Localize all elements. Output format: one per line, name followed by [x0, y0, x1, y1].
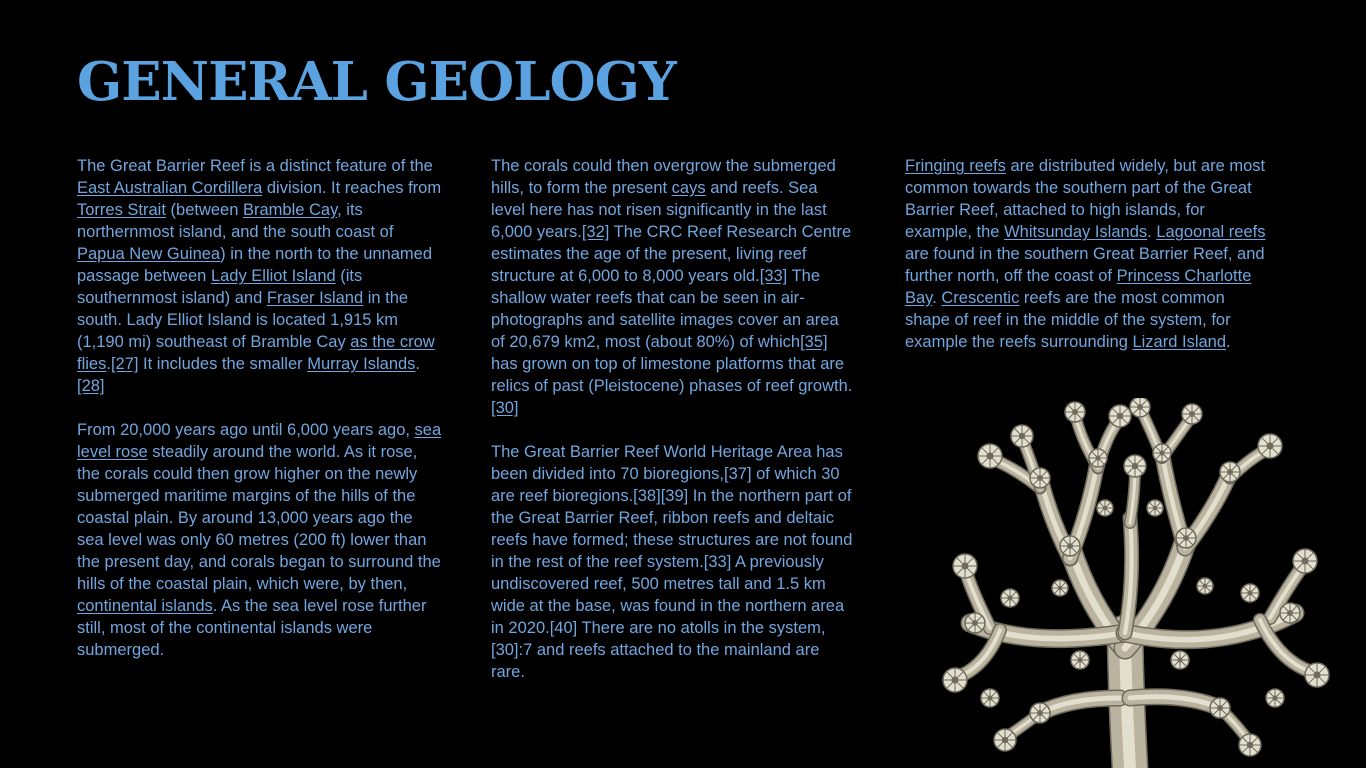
text-run: From 20,000 years ago until 6,000 years ago,: [77, 421, 415, 439]
text-run: reefs are the most common shape of reef in the middle of the system, for example the reefs surrounding: [905, 289, 1231, 351]
link-torres-strait[interactable]: Torres Strait: [77, 201, 166, 219]
coral-polyp: [1109, 405, 1131, 427]
coral-polyp: [1030, 703, 1050, 723]
text-run: It includes the smaller: [138, 355, 308, 373]
text-run: The Great Barrier Reef is a distinct feature of the: [77, 157, 433, 175]
coral-polyp: [1266, 689, 1284, 707]
coral-polyp: [1052, 580, 1068, 596]
coral-polyp: [1130, 398, 1150, 417]
coral-polyp: [1176, 528, 1196, 548]
text-run: (between: [165, 201, 243, 219]
text-run: and reefs. Sea level here has not risen significantly in the last 6,000 years.: [491, 179, 827, 241]
citation-link-27[interactable]: [27]: [110, 355, 139, 373]
link-fraser-island[interactable]: Fraser Island: [266, 289, 364, 307]
coral-polyp: [1182, 404, 1202, 424]
link-papua-new-guinea[interactable]: Papua New Guinea: [77, 245, 221, 263]
coral-illustration-icon: [930, 398, 1330, 768]
citation-link-28[interactable]: [28]: [77, 377, 105, 395]
paragraph: [491, 155, 856, 419]
coral-polyp: [1153, 444, 1171, 462]
text-run: .: [106, 355, 111, 373]
text-run: ) in the north to the unnamed passage between: [77, 245, 432, 285]
coral-polyp: [1210, 698, 1230, 718]
text-column-3: [905, 155, 1270, 375]
link-east-australian-cordillera[interactable]: East Australian Cordillera: [77, 179, 263, 197]
paragraph: [77, 155, 442, 397]
coral-polyp: [1124, 455, 1146, 477]
text-run: The corals could then overgrow the submerged hills, to form the present: [491, 157, 836, 197]
text-run: .: [932, 289, 942, 307]
coral-polyp: [1089, 449, 1107, 467]
coral-polyp: [1305, 663, 1329, 687]
link-continental-islands[interactable]: continental islands: [77, 597, 213, 615]
coral-polyp: [1241, 584, 1259, 602]
link-princess-charlotte-bay[interactable]: Princess Charlotte Bay: [905, 267, 1252, 307]
coral-polyp: [1197, 578, 1213, 594]
text-column-1: [77, 155, 442, 683]
link-cays[interactable]: cays: [671, 179, 706, 197]
text-run: .: [415, 355, 421, 373]
text-column-2: [491, 155, 856, 705]
coral-polyp: [1030, 468, 1050, 488]
link-lagoonal-reefs[interactable]: Lagoonal reefs: [1156, 223, 1266, 241]
text-run: steadily around the world. As it rose, the corals could then grow higher on the newly submerged maritime margins of the hills of the coastal plain. By around 13,000 years ago the sea level was only 60 metres (200 ft) lower than the present day, and corals began to surround the hills of the coastal plain, which were, by then,: [77, 443, 441, 593]
text-run: has grown on top of limestone platforms that are relics of past (Pleistocene) phases of reef growth.: [491, 355, 853, 395]
text-run: division. It reaches from: [262, 179, 442, 197]
coral-polyp: [943, 668, 967, 692]
link-as-the-crow-flies[interactable]: as the crow flies: [77, 333, 435, 373]
coral-polyp: [953, 554, 977, 578]
page-title: GENERAL GEOLOGY: [77, 51, 676, 113]
text-run: (its southernmost island) and: [77, 267, 363, 307]
paragraph: [77, 419, 442, 661]
link-bramble-cay[interactable]: Bramble Cay: [242, 201, 338, 219]
citation-link-30[interactable]: [30]: [491, 399, 519, 417]
citation-link-35[interactable]: [35]: [800, 333, 828, 351]
citation-link-33[interactable]: [33]: [759, 267, 788, 285]
link-whitsunday-islands[interactable]: Whitsunday Islands: [1004, 223, 1148, 241]
text-run: The CRC Reef Research Centre estimates the age of the present, living reef structure at 6,000 to 8,000 years old.: [491, 223, 852, 285]
text-run: .: [1226, 333, 1231, 351]
paragraph: [905, 155, 1270, 353]
link-sea-level-rose[interactable]: sea level rose: [77, 421, 442, 461]
coral-polyp: [1071, 651, 1089, 669]
coral-polyp: [1280, 603, 1300, 623]
text-run: are found in the southern Great Barrier Reef, and further north, off the coast of: [905, 245, 1265, 285]
coral-polyp: [1097, 500, 1113, 516]
citation-link-32[interactable]: [32]: [581, 223, 610, 241]
coral-polyp: [1065, 402, 1085, 422]
coral-polyp: [1060, 536, 1080, 556]
link-murray-islands[interactable]: Murray Islands: [307, 355, 416, 373]
coral-polyp: [1239, 734, 1261, 756]
coral-polyp: [1220, 462, 1240, 482]
coral-polyp: [1011, 425, 1033, 447]
coral-polyp: [994, 729, 1016, 751]
text-run: are distributed widely, but are most common towards the southern part of the Great Barrier Reef, attached to high islands, for example, the: [905, 157, 1266, 241]
coral-polyp: [1293, 549, 1317, 573]
text-run: .: [1147, 223, 1157, 241]
link-lady-elliot-island[interactable]: Lady Elliot Island: [210, 267, 336, 285]
coral-polyp: [965, 613, 985, 633]
coral-polyp: [1147, 500, 1163, 516]
coral-polyp: [1171, 651, 1189, 669]
text-run: The shallow water reefs that can be seen in air-photographs and satellite images cover an area of 20,679 km2, most (about 80%) of which: [491, 267, 839, 351]
link-crescentic[interactable]: Crescentic: [941, 289, 1020, 307]
paragraph: The Great Barrier Reef World Heritage Area has been divided into 70 bioregions,[37] of which 30 are reef bioregions.[38][39] In the northern part of the Great Barrier Reef, ribbon reefs and deltaic reefs have formed; these structures are not found in the rest of the reef system.[33] A previously undiscovered reef, 500 metres tall and 1.5 km wide at the base, was found in the northern area in 2020.[40] There are no atolls in the system,[30]:7 and reefs attached to the mainland are rare.: [491, 443, 853, 681]
coral-polyp: [1258, 434, 1282, 458]
text-run: in the south. Lady Elliot Island is located 1,915 km (1,190 mi) southeast of Bramble Cay: [77, 289, 409, 351]
coral-polyp: [978, 444, 1002, 468]
link-fringing-reefs[interactable]: Fringing reefs: [905, 157, 1006, 175]
text-run: , its northernmost island, and the south coast of: [77, 201, 394, 241]
coral-polyp: [981, 689, 999, 707]
text-run: . As the sea level rose further still, most of the continental islands were submerged.: [77, 597, 427, 659]
coral-polyp: [1001, 589, 1019, 607]
link-lizard-island[interactable]: Lizard Island: [1132, 333, 1227, 351]
